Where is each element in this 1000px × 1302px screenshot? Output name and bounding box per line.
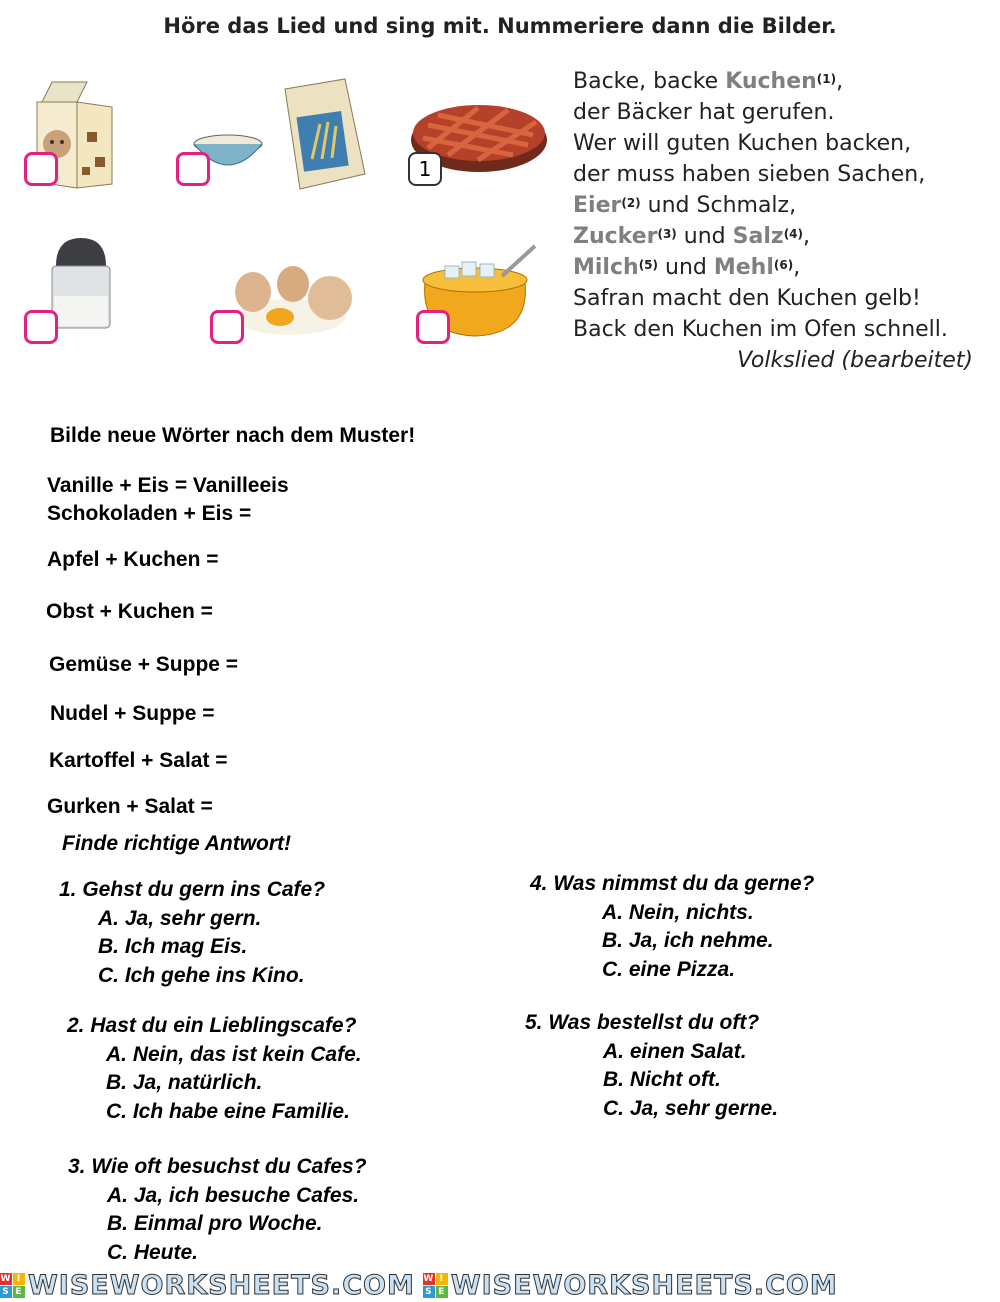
answer-option[interactable]: B. Ja, ich nehme. <box>602 929 774 952</box>
word-exercise: Schokoladen + Eis = <box>47 502 252 525</box>
quiz-question-5 <box>525 1009 778 1123</box>
quiz-question-1 <box>59 876 325 990</box>
brand-logo <box>0 1270 415 1301</box>
answer-option[interactable]: C. Ich gehe ins Kino. <box>98 963 305 987</box>
word-exercise: Kartoffel + Salat = <box>49 749 228 772</box>
answer-option[interactable]: A. Ja, ich besuche Cafes. <box>107 1183 360 1207</box>
word-exercise: Obst + Kuchen = <box>46 600 213 623</box>
word-exercise: Gurken + Salat = <box>47 795 213 818</box>
logo-icon: W I S E <box>0 1273 25 1298</box>
question-text: 2. Hast du ein Lieblingscafe? <box>67 1014 357 1037</box>
poem-line: Milch$^{(5)}$ und Mehl$^{(6)}$, <box>573 255 801 280</box>
footer-watermark <box>0 1268 1000 1302</box>
picture-number-box[interactable] <box>176 152 210 186</box>
word-exercise: Apfel + Kuchen = <box>47 548 219 571</box>
quiz-title: Finde richtige Antwort! <box>62 832 292 855</box>
picture-number-box[interactable]: 1 <box>408 152 442 186</box>
answer-option[interactable]: C. Heute. <box>107 1240 199 1264</box>
answer-option[interactable]: B. Nicht oft. <box>603 1068 721 1091</box>
question-text: 5. Was bestellst du oft? <box>525 1011 760 1034</box>
answer-option[interactable]: B. Ja, natürlich. <box>106 1071 263 1094</box>
logo-icon: W I S E <box>423 1273 448 1298</box>
poem-line: Backe, backe Kuchen$^{(1)}$, <box>573 69 844 94</box>
word-exercise: Gemüse + Suppe = <box>49 653 239 676</box>
words-task-title: Bilde neue Wörter nach dem Muster! <box>50 424 416 447</box>
picture-number-box[interactable] <box>416 310 450 344</box>
answer-option[interactable]: B. Einmal pro Woche. <box>107 1212 323 1235</box>
poem-line: der muss haben sieben Sachen, <box>573 162 926 187</box>
poem-line: Wer will guten Kuchen backen, <box>573 131 912 156</box>
answer-option[interactable]: A. Nein, nichts. <box>602 900 754 924</box>
words-example: Vanille + Eis = Vanilleeis <box>47 474 289 497</box>
question-text: 3. Wie oft besuchst du Cafes? <box>68 1155 367 1178</box>
poem-source: Volkslied (bearbeitet) <box>737 348 973 373</box>
flour-bag-icon <box>270 74 370 192</box>
brand-logo <box>423 1270 838 1301</box>
quiz-question-2 <box>67 1012 362 1126</box>
poem-line: Zucker$^{(3)}$ und Salz$^{(4)}$, <box>573 224 811 249</box>
poem-line: Safran macht den Kuchen gelb! <box>573 286 921 311</box>
brand-text: WISEWORKSHEETS.COM <box>450 1269 838 1301</box>
quiz-question-3 <box>68 1153 367 1267</box>
poem-line: Back den Kuchen im Ofen schnell. <box>573 317 948 342</box>
picture-number-box[interactable] <box>24 310 58 344</box>
instruction-heading: Höre das Lied und sing mit. Nummeriere dann die Bilder. <box>163 14 837 38</box>
question-text: 4. Was nimmst du da gerne? <box>530 872 815 895</box>
answer-option[interactable]: C. eine Pizza. <box>602 957 736 981</box>
picture-number-box[interactable] <box>24 152 58 186</box>
answer-option[interactable]: A. einen Salat. <box>603 1039 747 1063</box>
answer-option[interactable]: B. Ich mag Eis. <box>98 935 248 958</box>
poem-line: der Bäcker hat gerufen. <box>573 100 835 125</box>
answer-option[interactable]: A. Nein, das ist kein Cafe. <box>106 1042 362 1066</box>
answer-option[interactable]: C. Ja, sehr gerne. <box>603 1096 779 1120</box>
answer-option[interactable]: C. Ich habe eine Familie. <box>106 1099 350 1123</box>
brand-text: WISEWORKSHEETS.COM <box>28 1269 415 1301</box>
quiz-question-4 <box>530 870 814 984</box>
poem-line: Eier$^{(2)}$ und Schmalz, <box>573 193 797 218</box>
question-text: 1. Gehst du gern ins Cafe? <box>59 878 326 901</box>
picture-number-box[interactable] <box>210 310 244 344</box>
word-exercise: Nudel + Suppe = <box>50 702 215 725</box>
answer-option[interactable]: A. Ja, sehr gern. <box>98 906 262 930</box>
eggs-icon <box>228 262 356 340</box>
song-poem <box>573 66 993 376</box>
